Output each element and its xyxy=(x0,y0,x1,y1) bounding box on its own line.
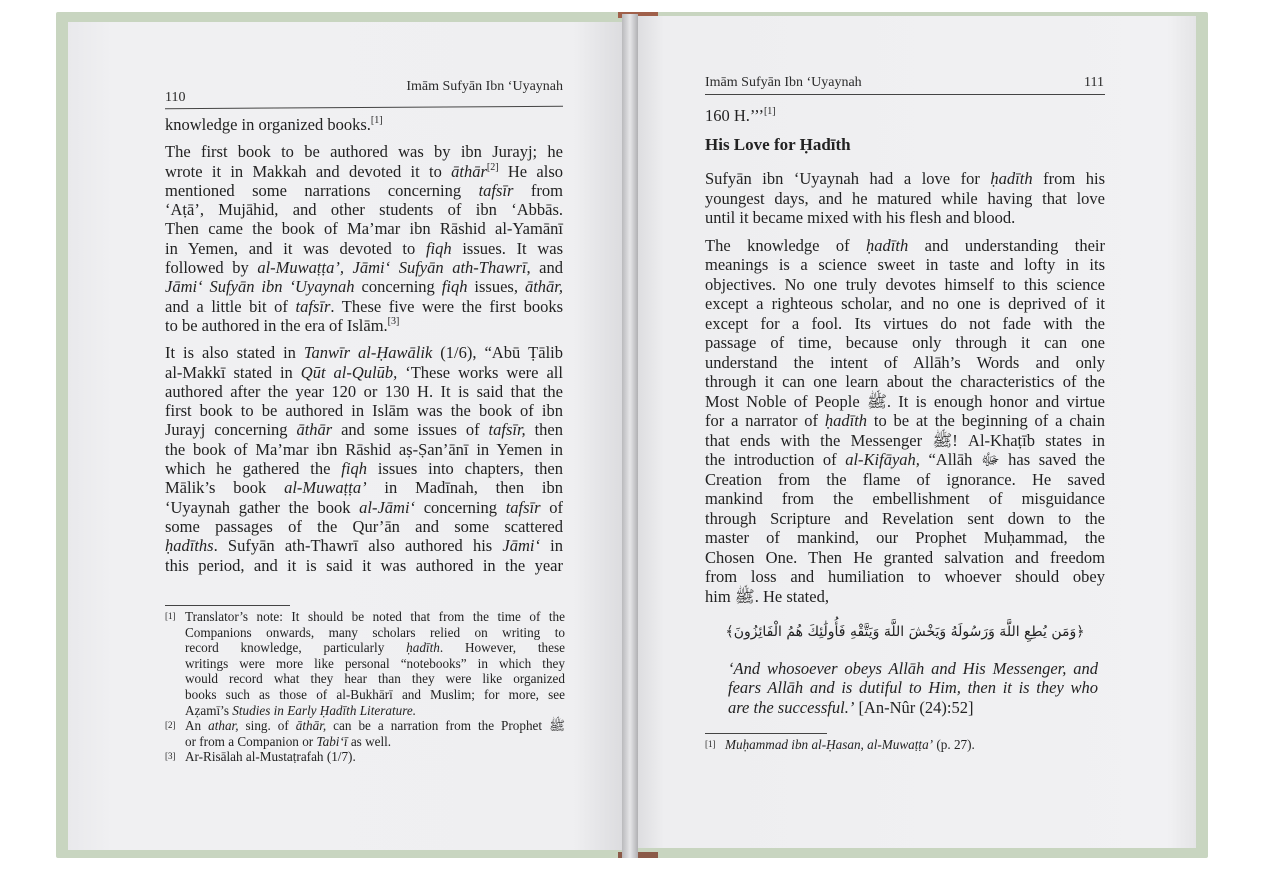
text-run: , and xyxy=(526,258,564,278)
text-line xyxy=(185,734,565,750)
text-line xyxy=(705,548,1105,568)
text-line xyxy=(165,142,563,161)
italic-text: Jāmi‘ xyxy=(502,536,540,556)
text-line xyxy=(705,392,1105,412)
right-body-text xyxy=(705,169,1105,614)
italic-text: Jāmi‘ Sufyān ibn ‘Uyaynah xyxy=(165,277,355,297)
text-line xyxy=(165,382,563,401)
text-run: An xyxy=(185,718,209,734)
text-run: can be a narration from the Prophet ﷺ xyxy=(326,718,565,734)
text-line xyxy=(165,316,563,335)
italic-text: fears Allāh and is dutiful to Him, then it is they who xyxy=(728,678,1098,698)
text-run: ‘These works were all xyxy=(397,362,563,382)
text-run: through it can one learn about the characteristics of the xyxy=(705,372,1105,391)
text-run: Companions onwards, many scholars relied on writing to xyxy=(185,624,565,640)
text-line xyxy=(165,498,563,517)
footnote-mark: [2] xyxy=(165,720,176,731)
text-run: except a righteous scholar, and no one is deprived of it xyxy=(705,294,1105,313)
text-run: Ar-Risālah al-Mustaṭrafah (1/7). xyxy=(185,749,356,765)
text-line xyxy=(185,625,565,641)
footnote-ref: [1] xyxy=(763,106,776,117)
italic-text: tafsīr, xyxy=(488,420,526,440)
text-run: issues, xyxy=(467,277,525,297)
italic-text: athar, xyxy=(208,718,239,734)
text-line xyxy=(705,294,1105,314)
text-line xyxy=(165,478,563,497)
italic-text: Tabi‘ī xyxy=(316,733,348,749)
text-line xyxy=(165,440,563,459)
paragraph xyxy=(705,169,1105,228)
footnote-rule xyxy=(705,733,827,734)
text-run: record knowledge, particularly xyxy=(185,640,407,656)
italic-text: ḥadīth xyxy=(824,411,868,430)
left-body-text xyxy=(165,115,563,583)
footnote xyxy=(705,737,1105,753)
text-line xyxy=(165,556,563,575)
text-line xyxy=(705,411,1105,431)
text-line xyxy=(165,258,563,277)
italic-text: tafsīr xyxy=(478,180,514,200)
text-run: to be at the beginning of a chain xyxy=(867,411,1105,430)
text-line xyxy=(705,509,1105,529)
section-heading: His Love for Ḥadīth xyxy=(705,135,851,154)
paragraph xyxy=(705,236,1105,607)
text-line xyxy=(705,587,1105,607)
text-run: except for a fool. Its virtues do not fade with the xyxy=(705,313,1105,333)
text-run: master of mankind, our Prophet Muḥammad, the xyxy=(705,528,1105,547)
text-line xyxy=(705,208,1105,228)
text-line xyxy=(728,678,1098,697)
text-run: to be authored in the era of Islām. xyxy=(165,315,388,335)
text-run: from his xyxy=(1032,169,1105,188)
text-run: first book to be authored in Islām was the book of ibn xyxy=(165,401,563,421)
text-run: [An-Nûr (24):52] xyxy=(854,697,974,717)
right-footnotes xyxy=(705,737,1105,753)
footnote-ref: [3] xyxy=(387,315,400,327)
text-run: in Yemen, and it was devoted to xyxy=(165,238,426,258)
italic-text: ḥadīth xyxy=(406,640,440,656)
text-line xyxy=(705,255,1105,275)
text-run: sing. of xyxy=(238,718,296,734)
text-run: ‘Aṭā’, Mujāhid, and other students of ibn ‘Abbās. xyxy=(165,200,563,220)
text-line xyxy=(165,420,563,439)
text-run: or from a Companion or xyxy=(185,733,317,749)
text-line xyxy=(165,162,563,181)
text-line xyxy=(705,450,1105,470)
text-run: would record what they hear than they were like organized xyxy=(185,671,565,687)
text-line xyxy=(165,181,563,200)
text-line xyxy=(185,703,565,719)
text-run: mentioned some narrations concerning xyxy=(165,180,479,200)
text-run: and a little bit of xyxy=(165,296,296,316)
text-run: mankind from the embellishment of misguidance xyxy=(705,489,1105,508)
text-run: Then came the book of Ma’mar ibn Rāshid al-Yamānī xyxy=(165,219,563,239)
text-run: which he gathered the xyxy=(165,459,342,479)
footnote xyxy=(165,749,565,765)
text-line xyxy=(165,219,563,238)
text-run: It is also stated in xyxy=(165,343,304,363)
text-line xyxy=(705,106,1105,125)
text-run: until it became mixed with his flesh and blood. xyxy=(705,208,1016,227)
text-run: as well. xyxy=(347,733,392,749)
text-line xyxy=(185,609,565,625)
text-run: the introduction of xyxy=(705,450,846,469)
text-run: Translator’s note: It should be noted that from the time of the xyxy=(185,609,565,624)
text-run: authored after the year 120 or 130 H. It is said that the xyxy=(165,381,563,401)
verse-translation xyxy=(728,659,1098,717)
footnote-text xyxy=(185,749,565,765)
text-run: issues into chapters, then xyxy=(366,459,563,479)
text-run: . Sufyān ath-Thawrī also authored his xyxy=(213,536,503,556)
paragraph xyxy=(165,115,563,134)
text-line xyxy=(185,640,565,656)
text-line xyxy=(705,333,1105,353)
text-line xyxy=(165,200,563,219)
text-line xyxy=(725,737,1105,753)
italic-text: ‘And whosoever obeys Allāh and His Messenger, and xyxy=(728,659,1098,678)
footnote xyxy=(165,609,565,718)
text-line xyxy=(185,656,565,672)
footnote-rule xyxy=(165,605,290,606)
text-run: . These five were the first books xyxy=(330,296,564,316)
text-run: this period, and it is said it was authored in the year xyxy=(165,555,563,575)
text-run: books such as those of al-Bukhārī and Muslim; for more, see xyxy=(185,686,565,702)
italic-text: al-Muwaṭṭa’ xyxy=(284,478,367,498)
text-run: then xyxy=(525,420,563,440)
text-run: for a narrator of xyxy=(705,411,825,430)
italic-text: āthār, xyxy=(524,277,563,297)
text-run: concerning xyxy=(354,277,442,297)
italic-text: fiqh xyxy=(341,459,367,479)
text-line xyxy=(165,343,563,362)
text-line xyxy=(705,431,1105,451)
text-line xyxy=(185,718,565,734)
text-run: Jurayj concerning xyxy=(165,420,297,440)
text-run: issues. It was xyxy=(451,238,564,258)
text-line xyxy=(165,401,563,420)
text-run: youngest days, and he matured while having that love xyxy=(705,188,1105,208)
text-run: Most Noble of People ﷺ. It is enough honor and virtue xyxy=(705,391,1105,411)
text-line xyxy=(705,567,1105,587)
footnote-text xyxy=(185,718,565,749)
text-line xyxy=(705,169,1105,189)
text-run: the book of Ma’mar ibn Rāshid aṣ-Ṣan’ānī in Yemen in xyxy=(165,439,563,459)
text-line xyxy=(705,528,1105,548)
text-run: 160 H.’’’ xyxy=(705,106,764,125)
text-run: Chosen One. Then He granted salvation and freedom xyxy=(705,547,1105,567)
italic-text: tafsīr xyxy=(295,296,331,316)
text-line xyxy=(705,372,1105,392)
footnote xyxy=(165,718,565,749)
italic-text: ḥadīths xyxy=(165,536,214,556)
text-run: objectives. No one truly devotes himself to this science xyxy=(705,274,1105,294)
italic-text: al-Kifāyah, xyxy=(845,450,920,469)
text-run: followed by xyxy=(165,258,258,278)
text-line xyxy=(165,363,563,382)
footnote-mark: [1] xyxy=(165,611,176,621)
text-line xyxy=(705,489,1105,509)
footnote-text xyxy=(185,609,565,718)
text-line xyxy=(728,659,1098,678)
text-run: in Madīnah, then ibn xyxy=(366,478,563,498)
right-page-number: 111 xyxy=(1084,75,1104,90)
text-line xyxy=(165,239,563,258)
text-run: through Scripture and Revelation sent down to the xyxy=(705,508,1105,528)
text-line xyxy=(728,698,1098,717)
text-line xyxy=(165,115,563,134)
italic-text: fiqh xyxy=(441,277,468,297)
italic-text: Muḥammad ibn al-Ḥasan, al-Muwaṭṭa’ xyxy=(725,737,934,752)
book-gutter xyxy=(622,14,638,858)
text-run: He also xyxy=(498,161,563,181)
text-line xyxy=(165,536,563,555)
text-run: al-Makkī stated in xyxy=(165,362,301,382)
text-run: and understanding their xyxy=(908,235,1106,255)
text-run: concerning xyxy=(415,497,506,517)
text-run: knowledge in organized books. xyxy=(165,115,371,134)
text-run: him ﷺ. He stated, xyxy=(705,586,829,606)
text-run: Aẓamī’s xyxy=(185,702,233,718)
text-line xyxy=(185,671,565,687)
left-running-head: Imām Sufyān Ibn ‘Uyaynah xyxy=(406,79,563,94)
italic-text: Tanwīr al-Ḥawālik xyxy=(303,343,433,363)
paragraph xyxy=(165,142,563,335)
text-line xyxy=(705,470,1105,490)
text-line xyxy=(705,275,1105,295)
text-run: wrote it in Makkah and devoted it to xyxy=(165,161,452,181)
text-run: of xyxy=(540,497,563,517)
right-running-head: Imām Sufyān Ibn ‘Uyaynah xyxy=(705,75,862,90)
text-line xyxy=(185,749,565,765)
text-run: from loss and humiliation to whoever should obey xyxy=(705,567,1105,586)
text-line xyxy=(165,297,563,316)
text-run: The first book to be authored was by ibn Jurayj; he xyxy=(165,142,563,162)
italic-text: ḥadīth xyxy=(990,169,1033,188)
text-run: some passages of the Qur’ān and some scattered xyxy=(165,516,563,536)
footnote-ref: [2] xyxy=(486,161,499,173)
text-run: writings were more like personal “notebooks” in which they xyxy=(185,655,565,671)
text-run: meanings is a science sweet in taste and lofty in its xyxy=(705,255,1105,274)
text-line xyxy=(705,314,1105,334)
italic-text: āthār, xyxy=(295,718,327,734)
footnote-mark: [3] xyxy=(165,751,176,762)
text-line xyxy=(185,687,565,703)
text-run: “Allāh ﷻ has saved the xyxy=(919,450,1105,469)
text-run: (p. 27). xyxy=(933,737,975,752)
text-run: that ends with the Messenger ﷺ! Al-Khaṭīb states in xyxy=(705,430,1105,450)
text-run: Mālik’s book xyxy=(165,478,285,498)
text-line xyxy=(705,189,1105,209)
italic-text: Qūt al-Qulūb, xyxy=(300,362,398,382)
italic-text: al-Muwaṭṭa’, Jāmi‘ Sufyān ath-Thawrī xyxy=(257,258,527,278)
text-run: Creation from the flame of ignorance. He saved xyxy=(705,469,1105,489)
italic-text: āthār xyxy=(296,420,333,440)
italic-text: are the successful.’ xyxy=(728,697,855,717)
continued-text xyxy=(705,106,1105,125)
footnote-text xyxy=(725,737,1105,753)
arabic-verse: ﴿وَمَن يُطِعِ اللَّهَ وَرَسُولَهُ وَيَخْشَ اللَّهَ وَيَتَّقْهِ فَأُولَٰئِكَ هُمُ الْفَائِزُونَ﴾ xyxy=(725,624,1085,640)
text-line xyxy=(165,277,563,296)
footnote-ref: [1] xyxy=(370,115,383,126)
header-rule xyxy=(705,94,1105,95)
footnote-mark: [1] xyxy=(705,739,716,749)
left-page-number: 110 xyxy=(165,90,186,105)
text-run: understand the intent of Allāh’s Words and only xyxy=(705,352,1105,372)
text-line xyxy=(165,517,563,536)
text-run: passage of time, because only through it can one xyxy=(705,333,1105,352)
paragraph xyxy=(165,343,563,575)
italic-text: āthār xyxy=(451,161,487,181)
text-run: in xyxy=(539,536,563,556)
italic-text: al-Jāmi‘ xyxy=(359,497,416,517)
text-run: Sufyān ibn ‘Uyaynah had a love for xyxy=(705,169,991,188)
italic-text: fiqh xyxy=(425,238,452,258)
text-line xyxy=(705,236,1105,256)
italic-text: tafsīr xyxy=(505,497,541,517)
italic-text: ḥadīth xyxy=(866,235,909,255)
text-line xyxy=(705,353,1105,373)
text-run: (1/6), “Abū Ṭālib xyxy=(432,343,563,363)
text-run: from xyxy=(513,180,563,200)
text-run: ‘Uyaynah gather the book xyxy=(165,497,360,517)
left-footnotes xyxy=(165,609,565,765)
italic-text: Studies in Early Ḥadīth Literature. xyxy=(232,702,417,718)
text-run: The knowledge of xyxy=(705,235,867,255)
text-run: . However, these xyxy=(439,640,565,656)
text-run: and some issues of xyxy=(332,420,489,440)
text-line xyxy=(165,459,563,478)
